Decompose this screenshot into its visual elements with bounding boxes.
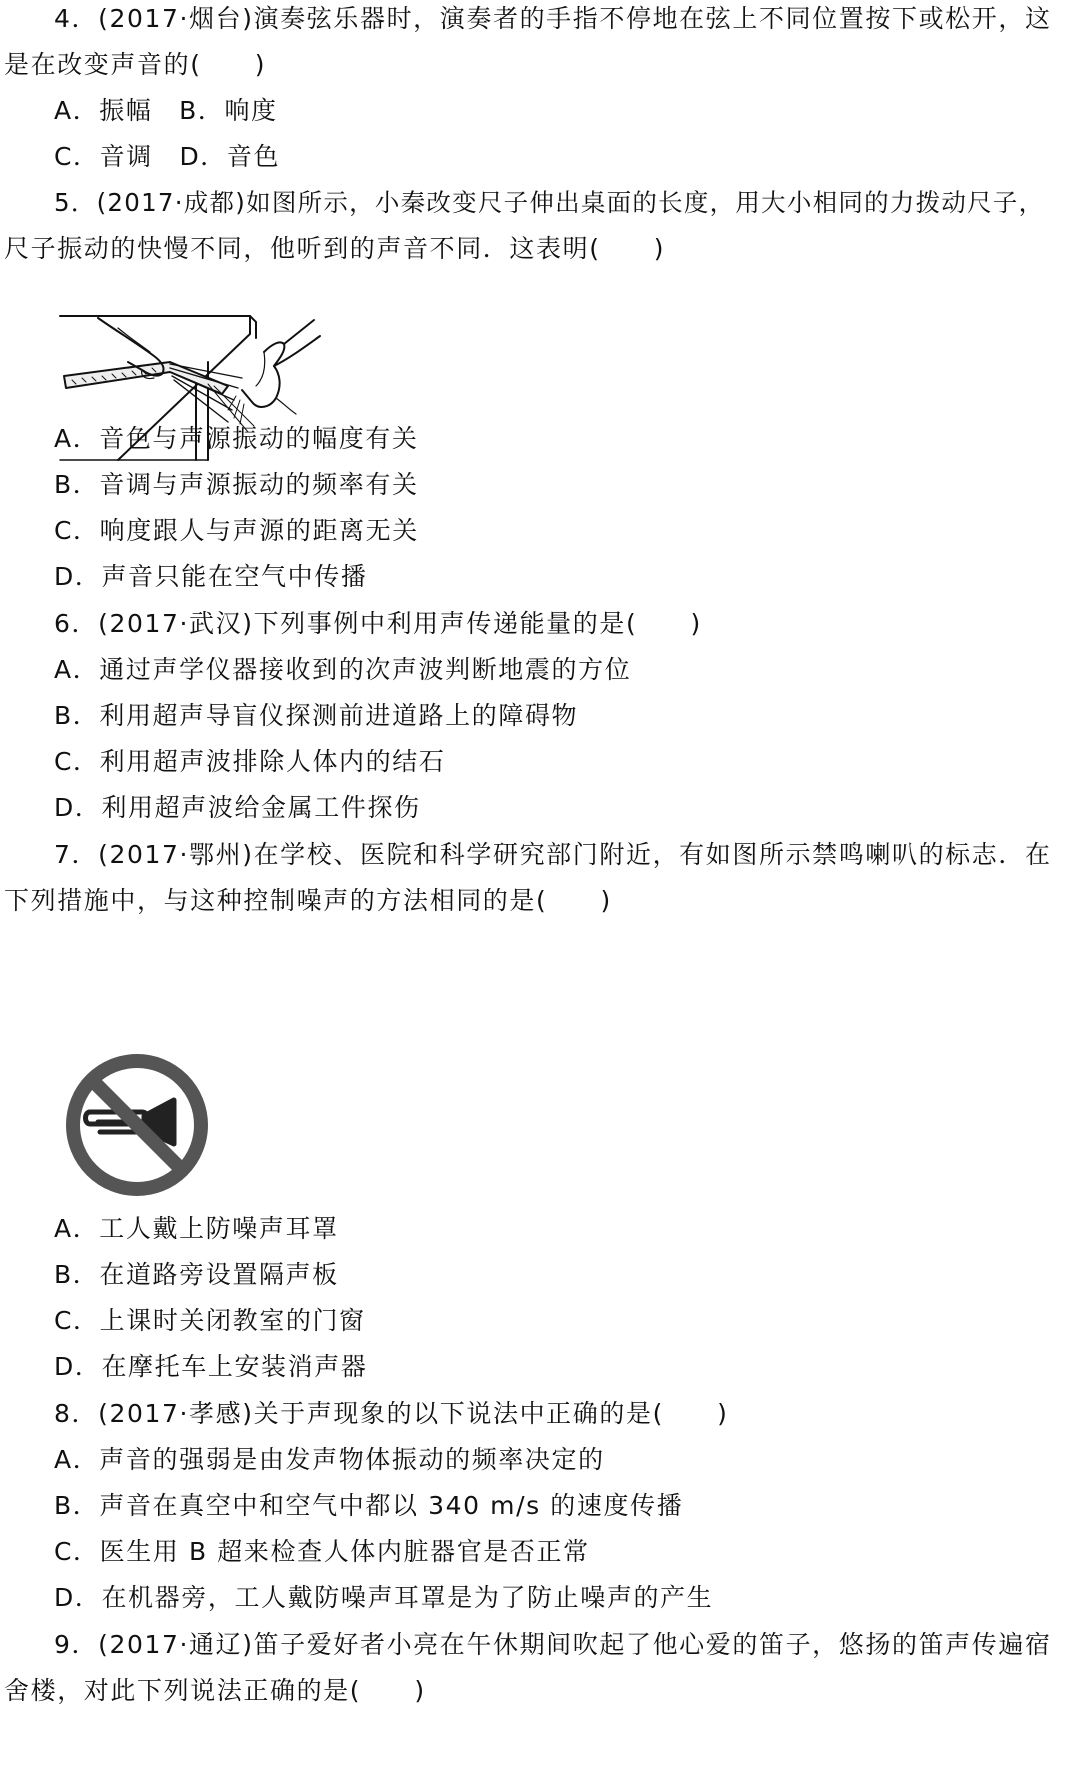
q5-option-d: D．声音只能在空气中传播 [54, 562, 368, 591]
q5-stem-line2: 尺子振动的快慢不同，他听到的声音不同．这表明( ) [4, 234, 666, 263]
q7-stem-line2: 下列措施中，与这种控制噪声的方法相同的是( ) [4, 886, 612, 915]
q5-option-b: B．音调与声源振动的频率有关 [54, 470, 419, 499]
q8-option-a: A．声音的强弱是由发声物体振动的频率决定的 [54, 1445, 605, 1474]
q4-stem-line2: 是在改变声音的( ) [4, 50, 267, 79]
q4-options-row2: C．音调 D．音色 [54, 142, 281, 171]
q6-option-d: D．利用超声波给金属工件探伤 [54, 793, 421, 822]
q9-stem-line1: 9．(2017·通辽)笛子爱好者小亮在午休期间吹起了他心爱的笛子，悠扬的笛声传遍宿 [54, 1630, 1052, 1659]
q5-option-c: C．响度跟人与声源的距离无关 [54, 516, 419, 545]
q7-option-d: D．在摩托车上安装消声器 [54, 1352, 368, 1381]
q6-option-a: A．通过声学仪器接收到的次声波判断地震的方位 [54, 655, 632, 684]
q4-stem-line1: 4．(2017·烟台)演奏弦乐器时，演奏者的手指不停地在弦上不同位置按下或松开，这 [54, 4, 1052, 33]
q7-stem-line1: 7．(2017·鄂州)在学校、医院和科学研究部门附近，有如图所示禁鸣喇叭的标志．在 [54, 840, 1052, 869]
q7-option-b: B．在道路旁设置隔声板 [54, 1260, 339, 1289]
no-horn-sign-icon [62, 1050, 212, 1200]
q8-option-b: B．声音在真空中和空气中都以 340 m/s 的速度传播 [54, 1491, 684, 1520]
q9-stem-line2: 舍楼，对此下列说法正确的是( ) [4, 1676, 426, 1705]
q8-option-c: C．医生用 B 超来检查人体内脏器官是否正常 [54, 1537, 590, 1566]
q7-option-c: C．上课时关闭教室的门窗 [54, 1306, 366, 1335]
q6-option-b: B．利用超声导盲仪探测前进道路上的障碍物 [54, 701, 579, 730]
q4-options-row1: A．振幅 B．响度 [54, 96, 278, 125]
q8-option-d: D．在机器旁，工人戴防噪声耳罩是为了防止噪声的产生 [54, 1583, 714, 1612]
q7-option-a: A．工人戴上防噪声耳罩 [54, 1214, 339, 1243]
q6-option-c: C．利用超声波排除人体内的结石 [54, 747, 446, 776]
q5-stem-line1: 5．(2017·成都)如图所示，小秦改变尺子伸出桌面的长度，用大小相同的力拨动尺子， [54, 188, 1045, 217]
q6-stem-line1: 6．(2017·武汉)下列事例中利用声传递能量的是( ) [54, 609, 702, 638]
q5-option-a: A．音色与声源振动的幅度有关 [54, 424, 419, 453]
q8-stem-line1: 8．(2017·孝感)关于声现象的以下说法中正确的是( ) [54, 1399, 729, 1428]
